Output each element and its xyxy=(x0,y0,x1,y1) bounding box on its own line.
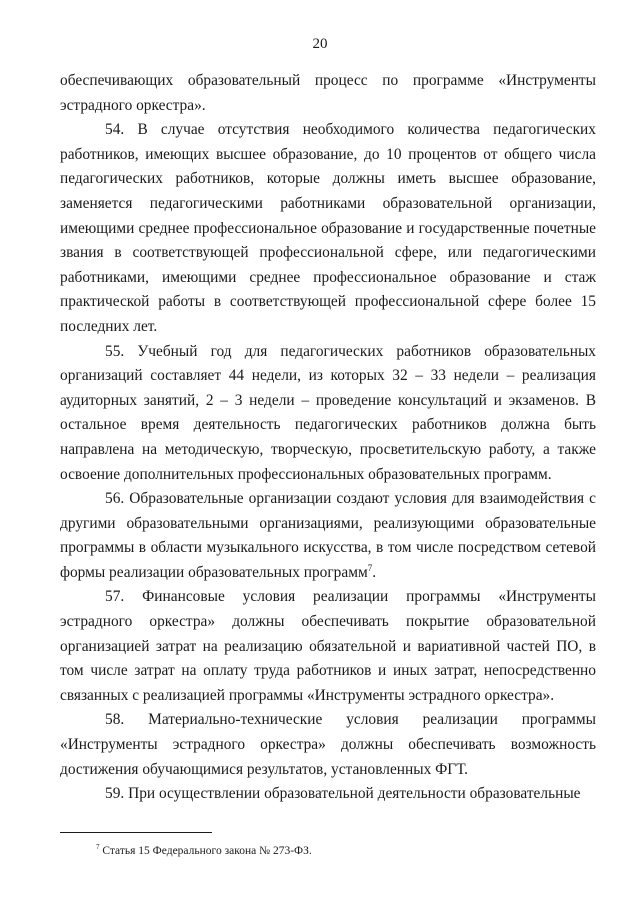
footnote-text: Статья 15 Федерального закона № 273-ФЗ. xyxy=(102,845,312,857)
paragraph-58 xyxy=(60,708,596,782)
paragraph-text: 58. Материально-технические условия реализации программы «Инструменты эстрадного оркестра» должны обеспечивать возможность достижения обучающимися результатов, установленных ФГТ. xyxy=(60,711,596,778)
paragraph-55 xyxy=(60,340,596,488)
paragraph-54 xyxy=(60,118,596,339)
footnote-marker: 7 xyxy=(96,843,100,852)
paragraph-57 xyxy=(60,585,596,708)
paragraph-continuation xyxy=(60,69,596,118)
paragraph-59 xyxy=(60,782,596,807)
footnote-separator xyxy=(60,832,212,833)
paragraph-56 xyxy=(60,487,596,585)
paragraph-text: 57. Финансовые условия реализации программы «Инструменты эстрадного оркестра» должны обеспечивать покрытие образовательной организацией затрат на реализацию обязательной и вариативной частей ПО, в том числе затрат на оплату труда работников и иных затрат, непосредственно связанных с реализацией программы «Инструменты эстрадного оркестра». xyxy=(60,588,596,704)
footnote xyxy=(96,843,596,859)
page-number: 20 xyxy=(312,36,328,52)
paragraph-text-tail: . xyxy=(372,563,377,581)
paragraph-text: 56. Образовательные организации создают условия для взаимодействия с другими образовательными организациями, реализующими образовательные программы в области музыкального искусства, в том числе посредством сетевой формы реализации образовательных программ xyxy=(60,490,596,581)
body-text xyxy=(60,69,596,807)
paragraph-text: обеспечивающих образовательный процесс по программе «Инструменты эстрадного оркестра». xyxy=(60,72,596,114)
footnote-reference[interactable]: 7 xyxy=(367,562,373,573)
paragraph-text: 59. При осуществлении образовательной деятельности образовательные xyxy=(105,785,581,803)
paragraph-text: 54. В случае отсутствия необходимого количества педагогических работников, имеющих высшее образование, до 10 процентов от общего числа педагогических работников, которые должны иметь высшее образование, заменяется педагогическими работниками образовательной организации, имеющими среднее профессиональное образование и государственные почетные звания в соответствующей профессиональной сфере, или педагогическими работниками, имеющими среднее профессиональное образование и стаж практической работы в соответствующей профессиональной сфере более 15 последних лет. xyxy=(60,121,596,335)
paragraph-text: 55. Учебный год для педагогических работников образовательных организаций составляет 44 недели, из которых 32 – 33 недели – реализация аудиторных занятий, 2 – 3 недели – проведение консультаций и экзаменов. В остальное время деятельность педагогических работников должна быть направлена на методическую, творческую, просветительскую работу, а также освоение дополнительных профессиональных образовательных программ. xyxy=(60,342,596,483)
